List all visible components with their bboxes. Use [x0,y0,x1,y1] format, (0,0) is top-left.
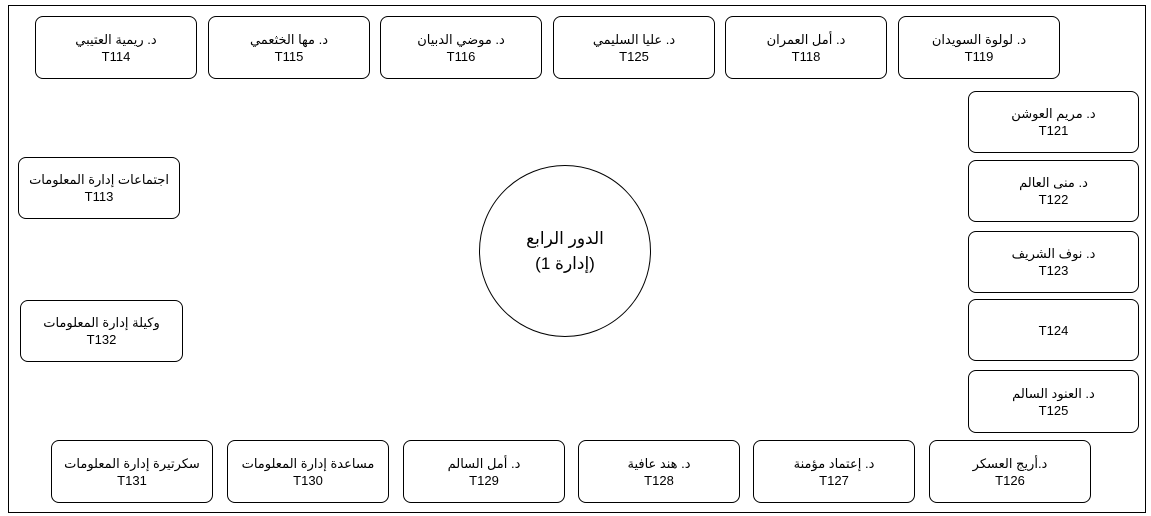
room-name: مساعدة إدارة المعلومات [241,455,375,471]
room-code: T116 [446,48,476,64]
room-t119 [898,16,1060,79]
room-name: د. مريم العوشن [1011,106,1096,121]
room-name: د.أريج العسكر [972,455,1048,471]
room-name: د. نوف الشريف [1011,246,1096,261]
room-name: د. منى العالم [1019,175,1088,190]
room-t113 [18,157,180,219]
room-name: د. العنود السالم [1012,385,1095,401]
room-code: T118 [791,48,821,64]
room-code: T125 [1038,402,1069,418]
room-name: د. إعتماد مؤمنة [793,455,875,471]
floor-title: الدور الرابع [526,229,604,248]
room-name: د. ريمية العتيبي [75,31,157,47]
room-code: T121 [1038,123,1069,138]
room-code: T122 [1038,192,1069,207]
room-name: د. موضي الدبيان [417,31,505,47]
room-code: T130 [293,472,323,488]
room-code: T113 [84,189,114,204]
room-code: T115 [274,48,304,64]
room-name: سكرتيرة إدارة المعلومات [64,455,200,471]
room-t121 [968,91,1139,153]
floor-subtitle: (إدارة 1) [535,254,595,273]
room-code: T125 [619,48,649,64]
room-name: د. هند عافية [627,455,691,471]
room-t129 [403,440,565,503]
room-t123 [968,231,1139,293]
room-code: T124 [1038,322,1069,338]
room-name: د. أمل العمران [766,31,846,47]
room-t132 [20,300,183,362]
room-t130 [227,440,389,503]
floor-label-circle [479,165,651,337]
room-t124 [968,299,1139,361]
room-code: T119 [964,48,994,64]
room-t122 [968,160,1139,222]
room-name: د. عليا السليمي [592,31,676,47]
room-t116 [380,16,542,79]
room-t114 [35,16,197,79]
room-t128 [578,440,740,503]
room-code: T126 [995,472,1025,488]
room-name: د. أمل السالم [447,455,521,471]
room-code: T129 [469,472,499,488]
room-t127 [753,440,915,503]
room-name: د. لولوة السويدان [931,31,1027,47]
room-code: T128 [644,472,674,488]
room-name: اجتماعات إدارة المعلومات [29,172,169,187]
room-t118 [725,16,887,79]
room-code: T131 [117,472,147,488]
room-t126 [929,440,1091,503]
room-code: T127 [819,472,849,488]
room-t131 [51,440,213,503]
room-t125-top [553,16,715,79]
room-t115 [208,16,370,79]
room-code: T123 [1038,263,1069,278]
room-name: د. مها الخثعمي [249,31,329,47]
room-name: وكيلة إدارة المعلومات [43,315,160,330]
room-code: T114 [101,48,131,64]
room-t125-right [968,370,1139,433]
room-code: T132 [86,332,117,347]
